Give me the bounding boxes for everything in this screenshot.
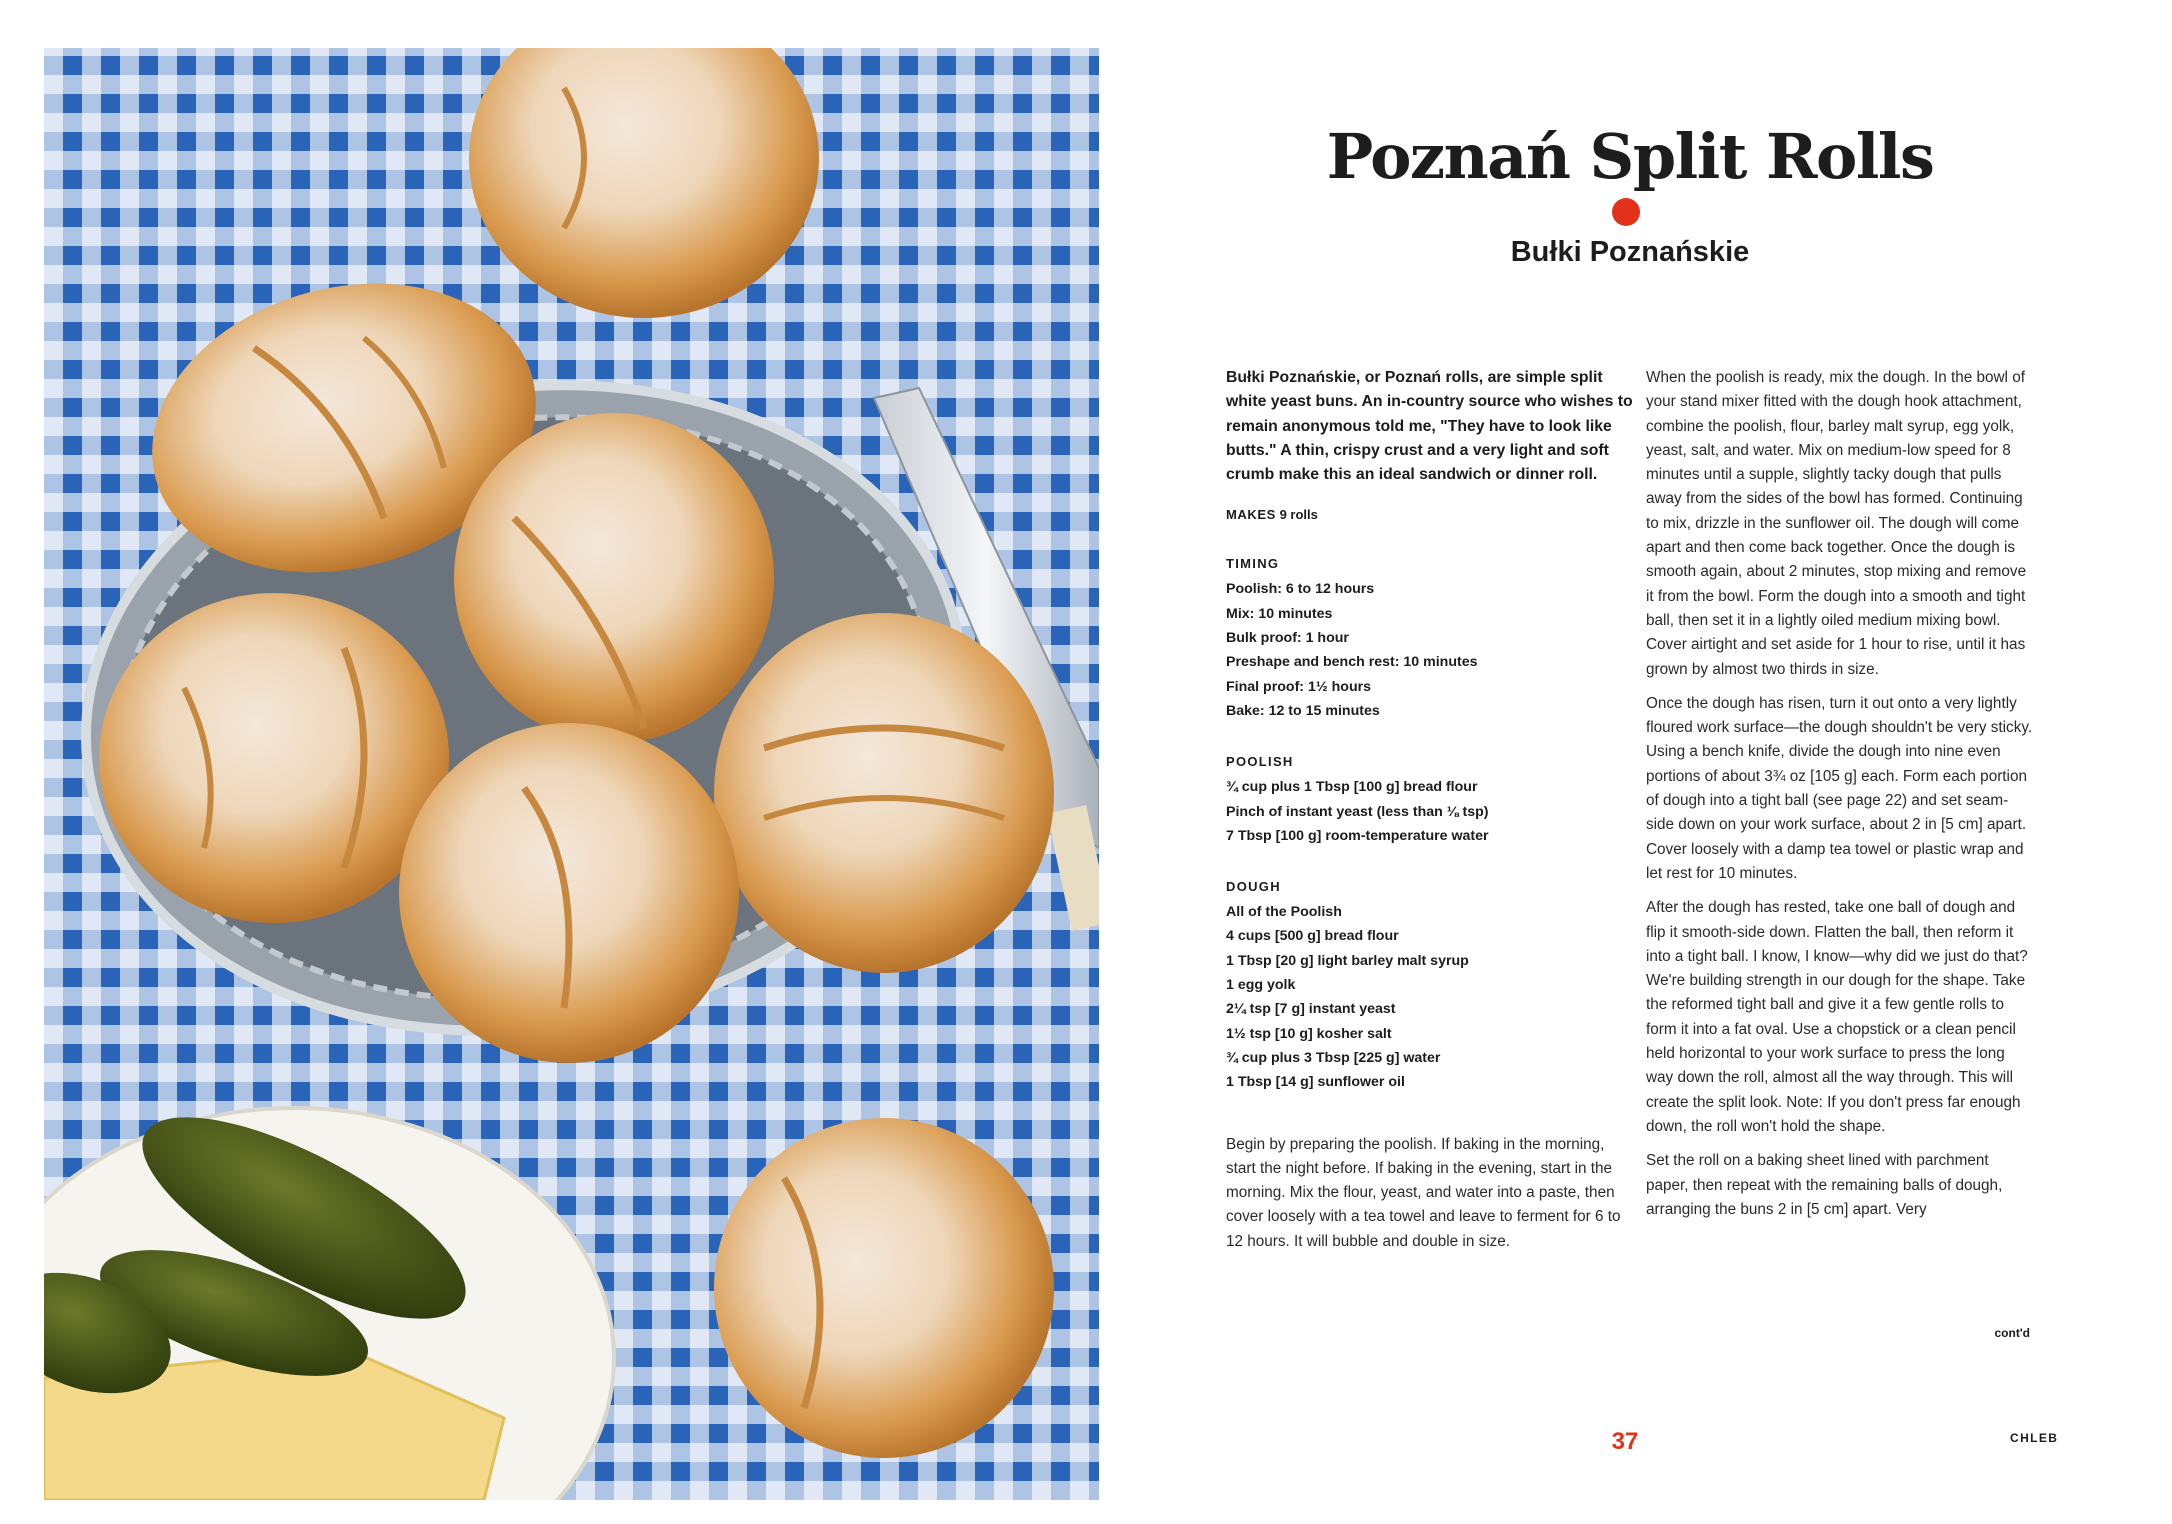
ingredient-item: 2¼ tsp [7 g] instant yeast [1226, 1001, 1396, 1018]
plate-icon [44, 1079, 614, 1500]
dough-heading: DOUGH [1226, 879, 1281, 895]
dough-list [1226, 900, 1636, 1094]
bun-left [99, 593, 449, 923]
ingredient-item: Pinch of instant yeast (less than ⅛ tsp) [1226, 803, 1489, 820]
timing-item: Poolish: 6 to 12 hours [1226, 581, 1375, 598]
continued-label: cont'd [1994, 1326, 2030, 1340]
ingredient-item: 1 Tbsp [20 g] light barley malt syrup [1226, 952, 1469, 969]
ingredient-item: ¾ cup plus 3 Tbsp [225 g] water [1226, 1049, 1441, 1066]
makes-value: 9 rolls [1279, 507, 1318, 523]
ingredient-item: 4 cups [500 g] bread flour [1226, 928, 1399, 945]
timing-item: Mix: 10 minutes [1226, 605, 1333, 622]
page-number: 37 [1611, 1428, 1639, 1455]
method-paragraph: After the dough has rested, take one ball of dough and flip it smooth-side down. Flatten the ball, then reform it into a tight ball. I know, I know—why did we just do that? We're building strength in our dough for the shape. Take the reformed tight ball and give it a few gentle rolls to form it into a fat oval. Use a chopstick or a clean pencil held horizontal to your work surface to press the long way down the roll, almost all the way through. This will create the split look. Note: If you don't press far enough down, the roll won't hold the shape. [1646, 899, 2028, 1135]
method-paragraph: Begin by preparing the poolish. If baking in the morning, start the night before. If baking in the evening, start in the morning. Mix the flour, yeast, and water into a paste, then cover loosely with a tea towel and leave to ferment for 6 to 12 hours. It will bubble and double in size. [1226, 1135, 1621, 1250]
poolish-list [1226, 775, 1636, 848]
timing-list [1226, 577, 1636, 723]
left-column [1226, 366, 1636, 1264]
ingredient-item: ¾ cup plus 1 Tbsp [100 g] bread flour [1226, 779, 1478, 796]
ingredient-item: 1 egg yolk [1226, 977, 1296, 994]
bun-center [454, 413, 774, 743]
timing-heading: TIMING [1226, 556, 1280, 572]
bun-right [714, 613, 1054, 973]
recipe-title: Poznań Split Rolls [1326, 120, 1934, 193]
ingredient-item: 1½ tsp [10 g] kosher salt [1226, 1025, 1392, 1042]
ingredient-item: All of the Poolish [1226, 904, 1342, 921]
recipe-subtitle: Bułki Poznańskie [1510, 236, 1750, 268]
ingredient-item: 1 Tbsp [14 g] sunflower oil [1226, 1074, 1405, 1091]
recipe-photo [44, 48, 1099, 1500]
poolish-heading: POOLISH [1226, 754, 1294, 770]
timing-item: Preshape and bench rest: 10 minutes [1226, 654, 1478, 671]
bun-lower-center [399, 723, 739, 1063]
makes-label: MAKES [1226, 507, 1276, 523]
right-column [1646, 366, 2034, 1232]
ingredient-item: 7 Tbsp [100 g] room-temperature water [1226, 827, 1489, 844]
method-paragraph: Once the dough has risen, turn it out onto a very lightly floured work surface—the dough shouldn't be very sticky. Using a bench knife, divide the dough into nine even portions of about 3¾ oz [105 g] each. Form each portion of dough into a tight ball (see page 22) and set seam-side down on your work surface, about 2 in [5 cm] apart. Cover loosely with a damp tea towel or plastic wrap and let rest for 10 minutes. [1646, 694, 2033, 882]
timing-item: Bulk proof: 1 hour [1226, 630, 1349, 647]
intro-paragraph: Bułki Poznańskie, or Poznań rolls, are simple split white yeast buns. An in-country source who wishes to remain anonymous told me, "They have to look like butts." A thin, crispy crust and a very light and soft crumb make this an ideal sandwich or dinner roll. [1226, 369, 1633, 484]
timing-item: Final proof: 1½ hours [1226, 678, 1372, 695]
yield [1226, 505, 1636, 525]
timing-item: Bake: 12 to 15 minutes [1226, 702, 1380, 719]
method-paragraph: When the poolish is ready, mix the dough. In the bowl of your stand mixer fitted with the dough hook attachment, combine the poolish, flour, barley malt syrup, egg yolk, yeast, salt, and water. Mix on medium-low speed for 8 minutes until a supple, slightly tacky dough that pulls away from the sides of the bowl has formed. Continuing to mix, drizzle in the sunflower oil. The dough will come apart and then come back together. Once the dough is smooth again, about 2 minutes, stop mixing and remove it from the bowl. Form the dough into a smooth and tight ball, then set it in a lightly oiled medium mixing bowl. Cover airtight and set aside for 1 hour to rise, until it has grown by almost two thirds in size. [1646, 369, 2027, 678]
photo-bread-rolls-icon [44, 48, 1099, 1500]
bun-bottom-right [666, 1070, 1099, 1500]
red-dot-icon [1612, 198, 1640, 226]
running-head: CHLEB [2010, 1431, 2059, 1445]
method-paragraph: Set the roll on a baking sheet lined with parchment paper, then repeat with the remaining balls of dough, arranging the buns 2 in [5 cm] apart. Very [1646, 1152, 2003, 1218]
method-left [1226, 1133, 1636, 1254]
bun-top [469, 48, 819, 318]
